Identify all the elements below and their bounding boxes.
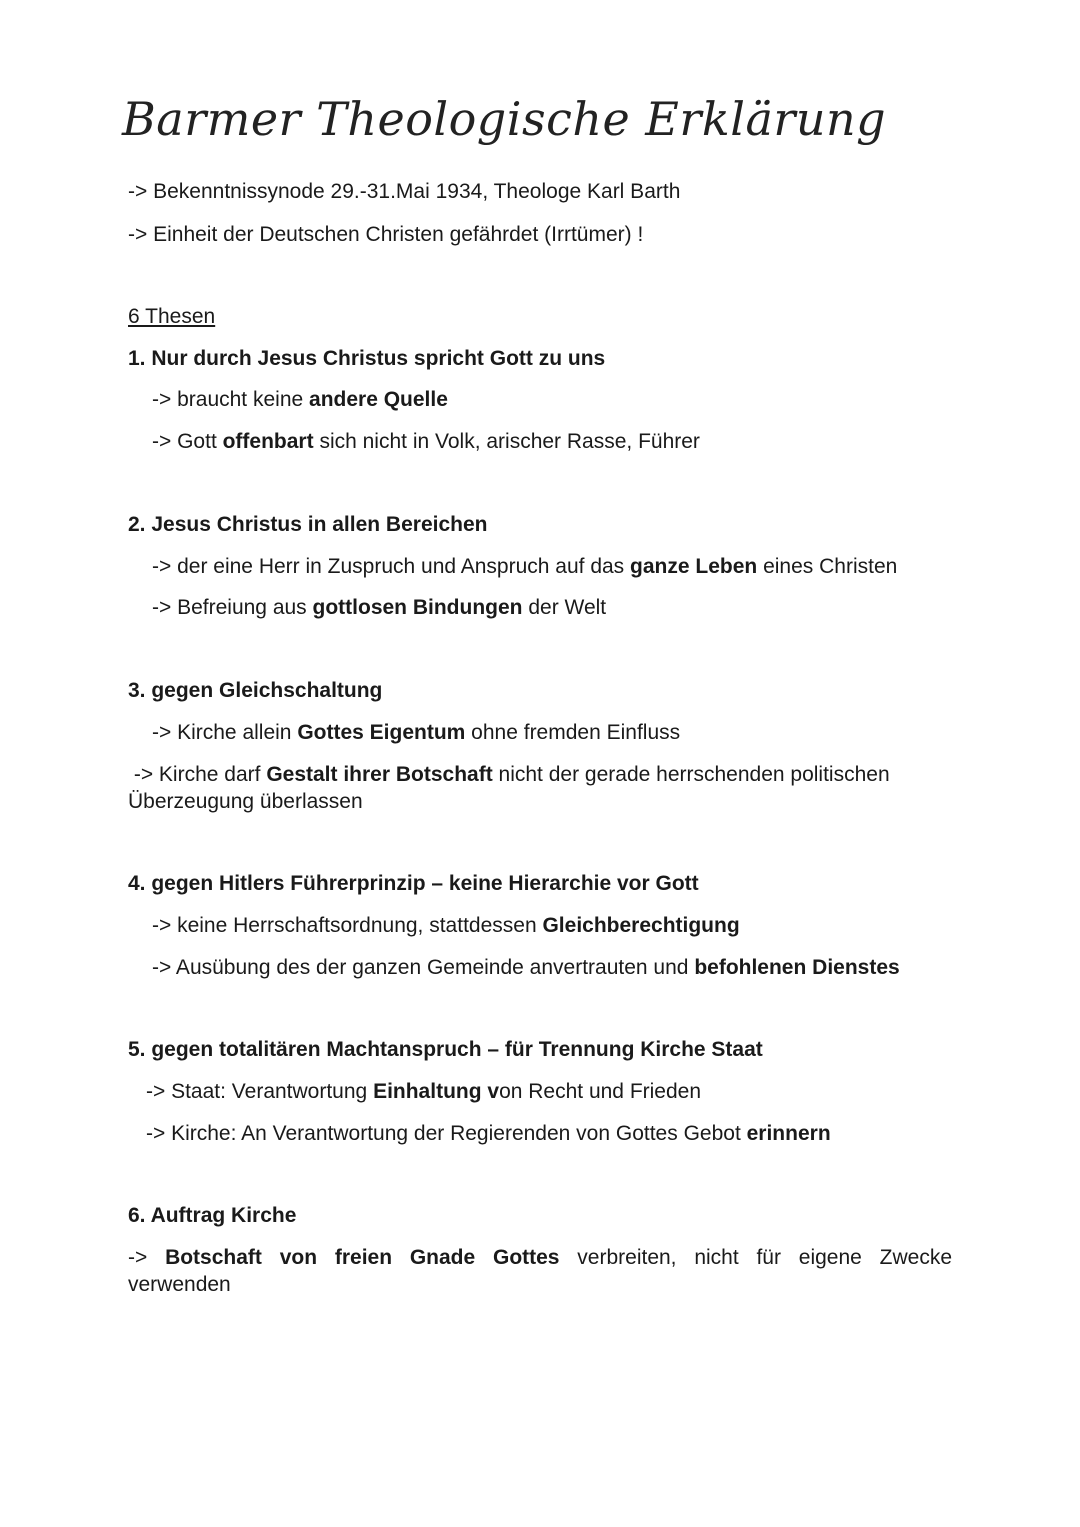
point-emphasis: befohlenen Dienstes — [694, 956, 900, 979]
point-text: der Welt — [522, 596, 607, 619]
thesis-heading: 6. Auftrag Kirche — [128, 1204, 297, 1227]
point-text: -> Ausübung des der ganzen Gemeinde anvertrauten und — [152, 956, 695, 979]
thesis-point — [152, 594, 606, 621]
point-emphasis: freien — [334, 1246, 393, 1269]
thesis-heading: 3. gegen Gleichschaltung — [128, 679, 383, 702]
point-emphasis: von — [279, 1246, 318, 1269]
point-emphasis: erinnern — [746, 1122, 831, 1145]
point-text: -> Kirche darf — [128, 763, 267, 786]
thesis-point — [152, 428, 700, 455]
thesis-point — [152, 386, 448, 413]
document-title: Barmer Theologische Erklärung — [122, 92, 887, 146]
point-text: ohne fremden Einfluss — [465, 721, 681, 744]
thesis-point — [128, 761, 890, 788]
point-text: nicht der gerade herrschenden politischen — [492, 763, 890, 786]
thesis-point — [152, 912, 740, 939]
point-text: -> braucht keine — [152, 388, 310, 411]
point-emphasis: Botschaft — [165, 1246, 262, 1269]
thesis-point — [146, 1078, 701, 1105]
thesis-point-continuation: verwenden — [128, 1273, 231, 1296]
arrow-marker: -> — [128, 1246, 148, 1269]
intro-line: -> Einheit der Deutschen Christen gefährdet (Irrtümer) ! — [128, 223, 644, 246]
thesis-point — [152, 553, 897, 580]
point-emphasis: offenbart — [222, 430, 314, 453]
point-text: -> Gott — [152, 430, 223, 453]
point-emphasis: Gottes Eigentum — [297, 721, 466, 744]
point-emphasis: Gnade — [409, 1246, 476, 1269]
point-emphasis: andere Quelle — [309, 388, 448, 411]
thesis-heading: 4. gegen Hitlers Führerprinzip – keine Hierarchie vor Gott — [128, 872, 699, 895]
point-text: eines Christen — [757, 555, 898, 578]
point-text: -> der eine Herr in Zuspruch und Anspruch auf das — [152, 555, 631, 578]
intro-line: -> Bekenntnissynode 29.-31.Mai 1934, Theologe Karl Barth — [128, 180, 681, 203]
thesis-point — [146, 1120, 831, 1147]
thesis-heading: 1. Nur durch Jesus Christus spricht Gott zu uns — [128, 347, 606, 370]
point-text: on Recht und Frieden — [499, 1080, 702, 1103]
point-text: -> Kirche: An Verantwortung der Regierenden von Gottes Gebot — [146, 1122, 747, 1145]
point-text: eigene — [798, 1246, 862, 1269]
point-text: verbreiten, — [577, 1246, 677, 1269]
thesis-heading: 2. Jesus Christus in allen Bereichen — [128, 513, 488, 536]
point-text: -> keine Herrschaftsordnung, stattdessen — [152, 914, 543, 937]
point-text: -> Befreiung aus — [152, 596, 313, 619]
point-emphasis: Einhaltung v — [373, 1080, 500, 1103]
point-text: -> Kirche allein — [152, 721, 298, 744]
point-emphasis: ganze Leben — [630, 555, 758, 578]
thesis-point — [152, 719, 680, 746]
point-text: nicht — [694, 1246, 739, 1269]
point-text: sich nicht in Volk, arischer Rasse, Führer — [313, 430, 700, 453]
point-text: für — [756, 1246, 781, 1269]
thesis-point — [152, 954, 900, 981]
point-text: Zwecke — [879, 1246, 952, 1269]
thesis-point — [128, 1244, 952, 1271]
thesis-point-continuation: Überzeugung überlassen — [128, 790, 363, 813]
thesis-heading: 5. gegen totalitären Machtanspruch – für Trennung Kirche Staat — [128, 1038, 763, 1061]
point-emphasis: Gestalt ihrer Botschaft — [266, 763, 493, 786]
point-emphasis: gottlosen Bindungen — [312, 596, 523, 619]
section-heading: 6 Thesen — [128, 305, 216, 328]
point-emphasis: Gleichberechtigung — [542, 914, 740, 937]
point-text: -> Staat: Verantwortung — [146, 1080, 374, 1103]
point-emphasis: Gottes — [492, 1246, 560, 1269]
